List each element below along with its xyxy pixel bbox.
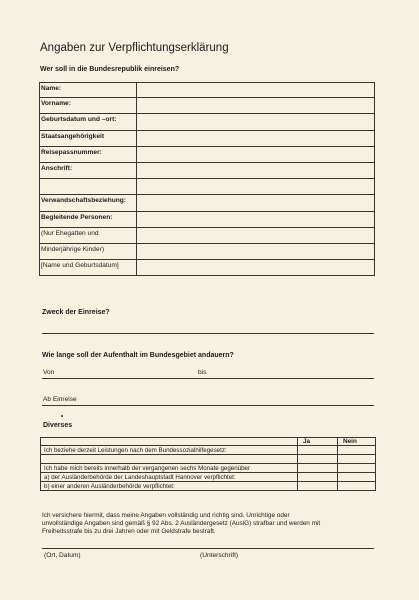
form-subtitle: Wer soll in die Bundesrepublik einreisen? [40,66,180,73]
diverses-row[interactable] [40,473,376,482]
form-row-label: Begleitende Personen: [41,213,113,221]
diverses-header-row [40,437,376,446]
declaration-line: Ich versichere hiermit, dass meine Angaben vollständig und richtig sind. Unrichtige oder [42,512,290,519]
stray-mark [61,415,63,417]
form-row-label: Anschrift: [41,164,73,172]
form-row-verwandschaft[interactable] [39,195,375,211]
diverses-heading: Diverses [43,422,73,429]
form-row-label: (Nur Ehegatten und [41,229,99,237]
form-row-kinder[interactable] [39,244,375,260]
purpose-answer-line[interactable] [42,333,374,334]
form-row-staatsangehoerigkeit[interactable] [39,131,375,147]
form-row-label: Verwandschaftsbeziehung: [41,197,127,205]
diverses-table [40,437,376,491]
diverses-row-text: b) einer anderen Ausländerbehörde verpflichtet: [44,483,175,490]
ort-datum-label: (Ort, Datum) [44,552,81,559]
form-row-label: Name: [41,85,62,92]
diverses-row-text: Ich beziehe derzeit Leistungen nach dem Bundessozialhilfegesetz: [44,447,227,454]
header-nein: Nein [343,438,357,445]
unterschrift-label: (Unterschrift) [200,552,239,559]
diverses-row[interactable] [40,455,376,464]
declaration-line: unvollständige Angaben sind gemäß § 92 Abs. 2 Ausländergesetz (AuslG) strafbar und werden mit [42,520,321,527]
ab-einreise-label: Ab Einreise [43,396,77,403]
signature-line[interactable] [42,548,374,549]
form-row-anschrift-2[interactable] [39,179,375,195]
purpose-question: Zweck der Einreise? [42,309,110,316]
form-row-begleitende[interactable] [39,212,375,228]
form-row-label: Vorname: [41,100,71,108]
duration-question: Wie lange soll der Aufenthalt im Bundesgebiet andauern? [42,352,234,359]
bis-label: bis [198,369,207,376]
personal-data-table [39,82,375,276]
form-row-label: [Name und Geburtsdatum] [41,262,119,270]
diverses-row[interactable] [40,446,376,455]
diverses-row-text: Ich habe mich bereits innerhalb der vergangenen sechs Monate gegenüber [44,465,251,472]
von-label: Von [43,369,55,376]
form-title: Angaben zur Verpflichtungserklärung [40,42,229,54]
form-row-ehegatten[interactable] [39,228,375,244]
diverses-row-text: a) der Ausländerbehörde der Landeshauptstadt Hannover verpflichtet: [44,474,236,481]
form-row-name[interactable] [39,82,375,98]
von-bis-line[interactable] [42,378,374,379]
form-row-reisepassnummer[interactable] [39,147,375,163]
declaration-text [42,512,372,536]
form-row-label: Minderjährige Kinder) [41,245,105,253]
form-row-name-geburtsdatum[interactable] [39,260,375,276]
form-row-label: Geburtsdatum und –ort: [41,116,117,124]
declaration-line: Freiheitsstrafe bis zu drei Jahren oder mit Geldstrafe bestraft. [42,528,216,535]
diverses-row[interactable] [40,482,376,491]
header-ja: Ja [303,438,311,445]
form-row-label: Staatsangehörigkeit [41,132,105,140]
form-row-anschrift[interactable] [39,163,375,179]
form-row-geburtsdatum[interactable] [39,114,375,130]
diverses-row[interactable] [40,464,376,473]
form-row-label: Reisepassnummer: [41,148,102,156]
form-row-vorname[interactable] [39,98,375,114]
ab-einreise-line[interactable] [42,405,374,406]
